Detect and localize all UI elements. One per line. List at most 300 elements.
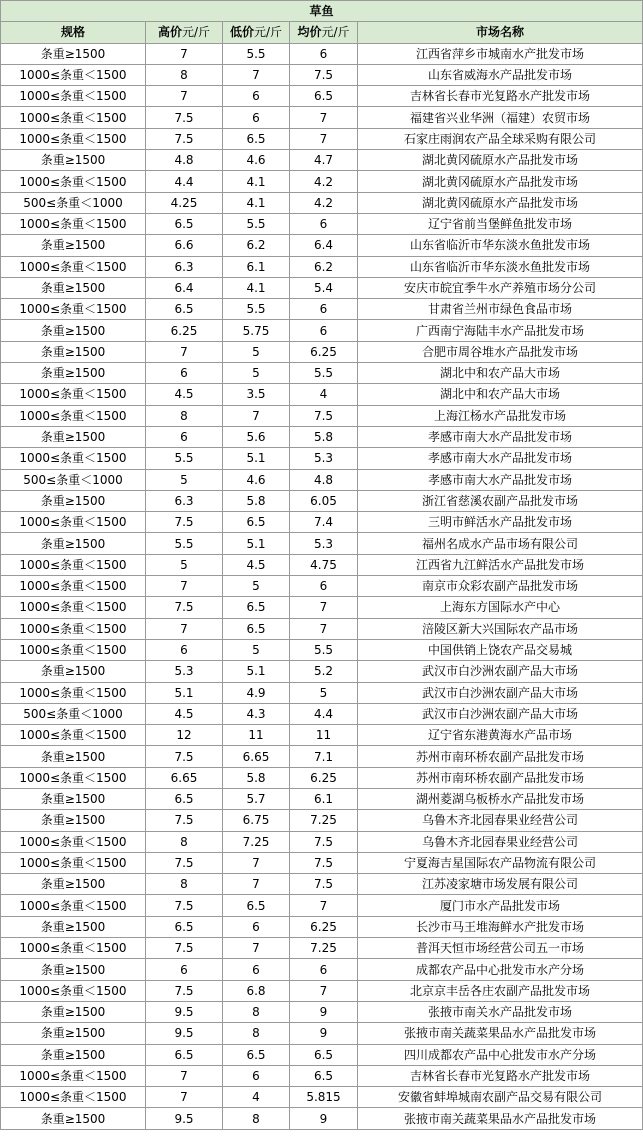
cell-market: 厦门市水产品批发市场 <box>358 895 643 916</box>
cell-high: 7 <box>146 1065 223 1086</box>
cell-spec: 1000≤条重＜1500 <box>1 576 146 597</box>
table-row <box>1 852 643 873</box>
cell-high: 5.3 <box>146 661 223 682</box>
table-row <box>1 874 643 895</box>
table-row <box>1 788 643 809</box>
cell-market: 苏州市南环桥农副产品批发市场 <box>358 746 643 767</box>
cell-low: 5.8 <box>223 767 290 788</box>
table-row <box>1 299 643 320</box>
cell-spec: 条重≥1500 <box>1 746 146 767</box>
cell-spec: 500≤条重＜1000 <box>1 469 146 490</box>
header-avg-label: 均价 <box>297 25 322 40</box>
cell-high: 6.25 <box>146 320 223 341</box>
header-high-unit: 元/斤 <box>181 25 211 40</box>
cell-avg: 5.5 <box>290 639 358 660</box>
cell-low: 4.1 <box>223 171 290 192</box>
cell-spec: 1000≤条重＜1500 <box>1 725 146 746</box>
table-row <box>1 192 643 213</box>
header-spec: 规格 <box>1 22 146 43</box>
cell-avg: 7.5 <box>290 852 358 873</box>
cell-low: 4.6 <box>223 150 290 171</box>
cell-low: 11 <box>223 725 290 746</box>
cell-high: 6.5 <box>146 299 223 320</box>
header-market: 市场名称 <box>358 22 643 43</box>
cell-high: 6 <box>146 959 223 980</box>
table-row <box>1 426 643 447</box>
cell-market: 安徽省蚌埠城南农副产品交易有限公司 <box>358 1087 643 1108</box>
cell-spec: 1000≤条重＜1500 <box>1 980 146 1001</box>
cell-spec: 1000≤条重＜1500 <box>1 405 146 426</box>
cell-high: 9.5 <box>146 1001 223 1022</box>
cell-high: 7.5 <box>146 852 223 873</box>
header-avg <box>290 22 358 43</box>
cell-spec: 条重≥1500 <box>1 426 146 447</box>
cell-spec: 条重≥1500 <box>1 788 146 809</box>
table-row <box>1 512 643 533</box>
table-row <box>1 576 643 597</box>
cell-avg: 5.3 <box>290 448 358 469</box>
cell-market: 石家庄雨润农产品全球采购有限公司 <box>358 128 643 149</box>
cell-low: 5.5 <box>223 213 290 234</box>
cell-low: 6 <box>223 86 290 107</box>
table-row <box>1 341 643 362</box>
cell-low: 6.8 <box>223 980 290 1001</box>
table-row <box>1 810 643 831</box>
cell-avg: 4.8 <box>290 469 358 490</box>
table-row <box>1 533 643 554</box>
table-row <box>1 703 643 724</box>
cell-spec: 条重≥1500 <box>1 341 146 362</box>
cell-high: 5.5 <box>146 533 223 554</box>
table-row <box>1 597 643 618</box>
cell-high: 5.5 <box>146 448 223 469</box>
cell-market: 孝感市南大水产品批发市场 <box>358 469 643 490</box>
table-row <box>1 1087 643 1108</box>
cell-avg: 5.815 <box>290 1087 358 1108</box>
cell-market: 成都农产品中心批发市水产分场 <box>358 959 643 980</box>
cell-spec: 500≤条重＜1000 <box>1 192 146 213</box>
cell-spec: 1000≤条重＜1500 <box>1 1065 146 1086</box>
cell-low: 5.6 <box>223 426 290 447</box>
cell-spec: 1000≤条重＜1500 <box>1 767 146 788</box>
cell-market: 北京京丰岳各庄农副产品批发市场 <box>358 980 643 1001</box>
cell-spec: 条重≥1500 <box>1 363 146 384</box>
cell-market: 吉林省长春市光复路水产批发市场 <box>358 1065 643 1086</box>
cell-spec: 条重≥1500 <box>1 959 146 980</box>
cell-low: 5.8 <box>223 490 290 511</box>
cell-market: 江西省萍乡市城南水产批发市场 <box>358 43 643 64</box>
cell-market: 合肥市周谷堆水产品批发市场 <box>358 341 643 362</box>
cell-low: 6.65 <box>223 746 290 767</box>
table-row <box>1 86 643 107</box>
cell-avg: 7.5 <box>290 64 358 85</box>
cell-market: 武汉市白沙洲农副产品大市场 <box>358 703 643 724</box>
cell-avg: 5.8 <box>290 426 358 447</box>
table-body <box>1 43 643 1129</box>
cell-avg: 7 <box>290 128 358 149</box>
cell-market: 普洱天恒市场经营公司五一市场 <box>358 938 643 959</box>
cell-spec: 1000≤条重＜1500 <box>1 64 146 85</box>
cell-low: 5.5 <box>223 43 290 64</box>
cell-avg: 7.25 <box>290 810 358 831</box>
cell-spec: 1000≤条重＜1500 <box>1 171 146 192</box>
cell-spec: 条重≥1500 <box>1 235 146 256</box>
cell-avg: 7 <box>290 980 358 1001</box>
cell-high: 12 <box>146 725 223 746</box>
cell-high: 4.4 <box>146 171 223 192</box>
cell-high: 7 <box>146 618 223 639</box>
cell-low: 5.1 <box>223 533 290 554</box>
cell-high: 6.6 <box>146 235 223 256</box>
cell-low: 6.1 <box>223 256 290 277</box>
cell-low: 5.1 <box>223 661 290 682</box>
table-row <box>1 1023 643 1044</box>
table-row <box>1 554 643 575</box>
cell-low: 5.5 <box>223 299 290 320</box>
cell-spec: 1000≤条重＜1500 <box>1 831 146 852</box>
table-row <box>1 171 643 192</box>
table-row <box>1 256 643 277</box>
cell-spec: 1000≤条重＜1500 <box>1 256 146 277</box>
cell-avg: 6.4 <box>290 235 358 256</box>
cell-high: 7.5 <box>146 980 223 1001</box>
cell-market: 福州名成水产品市场有限公司 <box>358 533 643 554</box>
cell-avg: 7 <box>290 895 358 916</box>
cell-low: 6 <box>223 1065 290 1086</box>
cell-low: 4.6 <box>223 469 290 490</box>
cell-high: 8 <box>146 405 223 426</box>
cell-high: 4.25 <box>146 192 223 213</box>
cell-avg: 5.3 <box>290 533 358 554</box>
table-row <box>1 363 643 384</box>
cell-avg: 7.5 <box>290 405 358 426</box>
cell-low: 5 <box>223 341 290 362</box>
table-row <box>1 107 643 128</box>
cell-avg: 6.25 <box>290 767 358 788</box>
cell-high: 6 <box>146 426 223 447</box>
cell-avg: 7.1 <box>290 746 358 767</box>
cell-avg: 7 <box>290 618 358 639</box>
cell-low: 5 <box>223 639 290 660</box>
table-row <box>1 150 643 171</box>
cell-spec: 1000≤条重＜1500 <box>1 852 146 873</box>
cell-market: 孝感市南大水产品批发市场 <box>358 448 643 469</box>
cell-low: 4.3 <box>223 703 290 724</box>
cell-low: 5.75 <box>223 320 290 341</box>
cell-high: 7.5 <box>146 597 223 618</box>
cell-high: 7.5 <box>146 895 223 916</box>
cell-high: 7 <box>146 576 223 597</box>
cell-high: 7.5 <box>146 512 223 533</box>
cell-high: 4.8 <box>146 150 223 171</box>
cell-high: 9.5 <box>146 1108 223 1129</box>
cell-low: 5.7 <box>223 788 290 809</box>
cell-avg: 4.4 <box>290 703 358 724</box>
cell-high: 7.5 <box>146 128 223 149</box>
cell-spec: 1000≤条重＜1500 <box>1 299 146 320</box>
cell-avg: 6.25 <box>290 916 358 937</box>
cell-market: 苏州市南环桥农副产品批发市场 <box>358 767 643 788</box>
cell-spec: 条重≥1500 <box>1 661 146 682</box>
cell-low: 6.5 <box>223 895 290 916</box>
table-row <box>1 405 643 426</box>
cell-low: 6.5 <box>223 597 290 618</box>
cell-avg: 9 <box>290 1023 358 1044</box>
header-low-label: 低价 <box>229 25 254 40</box>
cell-high: 7 <box>146 1087 223 1108</box>
cell-avg: 7 <box>290 107 358 128</box>
cell-spec: 1000≤条重＜1500 <box>1 618 146 639</box>
cell-market: 湖北黄冈硫原水产品批发市场 <box>358 192 643 213</box>
cell-spec: 条重≥1500 <box>1 277 146 298</box>
cell-spec: 1000≤条重＜1500 <box>1 895 146 916</box>
table-row <box>1 959 643 980</box>
cell-market: 乌鲁木齐北园春果业经营公司 <box>358 810 643 831</box>
cell-spec: 条重≥1500 <box>1 490 146 511</box>
cell-market: 湖北中和农产品大市场 <box>358 363 643 384</box>
cell-high: 8 <box>146 831 223 852</box>
cell-spec: 1000≤条重＜1500 <box>1 448 146 469</box>
cell-low: 4.1 <box>223 192 290 213</box>
table-title-row <box>1 1 643 22</box>
cell-market: 武汉市白沙洲农副产品大市场 <box>358 682 643 703</box>
cell-low: 4.1 <box>223 277 290 298</box>
table-row <box>1 661 643 682</box>
cell-avg: 4 <box>290 384 358 405</box>
cell-high: 4.5 <box>146 384 223 405</box>
table-row <box>1 639 643 660</box>
cell-avg: 5 <box>290 682 358 703</box>
cell-market: 宁夏海吉星国际农产品物流有限公司 <box>358 852 643 873</box>
cell-spec: 1000≤条重＜1500 <box>1 86 146 107</box>
cell-high: 9.5 <box>146 1023 223 1044</box>
cell-low: 7 <box>223 874 290 895</box>
cell-avg: 6.5 <box>290 86 358 107</box>
cell-low: 7 <box>223 938 290 959</box>
cell-spec: 1000≤条重＜1500 <box>1 512 146 533</box>
cell-spec: 1000≤条重＜1500 <box>1 554 146 575</box>
table-row <box>1 235 643 256</box>
cell-market: 长沙市马王堆海鲜水产批发市场 <box>358 916 643 937</box>
cell-market: 张掖市南关蔬菜果品水产品批发市场 <box>358 1023 643 1044</box>
cell-avg: 9 <box>290 1108 358 1129</box>
cell-avg: 7.5 <box>290 874 358 895</box>
cell-avg: 6 <box>290 213 358 234</box>
cell-low: 8 <box>223 1001 290 1022</box>
cell-avg: 6.05 <box>290 490 358 511</box>
cell-low: 6 <box>223 916 290 937</box>
cell-avg: 7.5 <box>290 831 358 852</box>
cell-low: 6 <box>223 107 290 128</box>
cell-low: 7 <box>223 405 290 426</box>
table-row <box>1 746 643 767</box>
cell-spec: 条重≥1500 <box>1 1108 146 1129</box>
cell-high: 6 <box>146 639 223 660</box>
table-title: 草鱼 <box>1 1 643 22</box>
cell-spec: 条重≥1500 <box>1 1023 146 1044</box>
cell-market: 吉林省长春市光复路水产批发市场 <box>358 86 643 107</box>
cell-market: 湖州菱湖乌板桥水产品批发市场 <box>358 788 643 809</box>
cell-avg: 6.5 <box>290 1065 358 1086</box>
cell-avg: 4.2 <box>290 171 358 192</box>
cell-high: 7 <box>146 43 223 64</box>
cell-low: 6.2 <box>223 235 290 256</box>
cell-market: 广西南宁海陆丰水产品批发市场 <box>358 320 643 341</box>
cell-market: 上海江杨水产品批发市场 <box>358 405 643 426</box>
cell-low: 4.9 <box>223 682 290 703</box>
cell-spec: 1000≤条重＜1500 <box>1 107 146 128</box>
cell-high: 5.1 <box>146 682 223 703</box>
cell-high: 5 <box>146 554 223 575</box>
cell-high: 6 <box>146 363 223 384</box>
header-row <box>1 22 643 43</box>
cell-high: 6.5 <box>146 213 223 234</box>
cell-low: 8 <box>223 1023 290 1044</box>
cell-market: 中国供销上饶农产品交易城 <box>358 639 643 660</box>
cell-market: 湖北中和农产品大市场 <box>358 384 643 405</box>
cell-low: 6 <box>223 959 290 980</box>
cell-market: 上海东方国际水产中心 <box>358 597 643 618</box>
cell-spec: 条重≥1500 <box>1 810 146 831</box>
cell-avg: 6 <box>290 959 358 980</box>
cell-low: 5.1 <box>223 448 290 469</box>
cell-avg: 7.25 <box>290 938 358 959</box>
cell-avg: 9 <box>290 1001 358 1022</box>
cell-low: 7 <box>223 852 290 873</box>
cell-avg: 6 <box>290 43 358 64</box>
cell-low: 4 <box>223 1087 290 1108</box>
header-low-unit: 元/斤 <box>253 25 283 40</box>
table-row <box>1 916 643 937</box>
cell-spec: 1000≤条重＜1500 <box>1 213 146 234</box>
cell-market: 辽宁省东港黄海水产品市场 <box>358 725 643 746</box>
cell-avg: 6.25 <box>290 341 358 362</box>
cell-high: 6.3 <box>146 490 223 511</box>
cell-high: 7.5 <box>146 107 223 128</box>
table-row <box>1 1001 643 1022</box>
cell-market: 孝感市南大水产品批发市场 <box>358 426 643 447</box>
cell-market: 张掖市南关水产品批发市场 <box>358 1001 643 1022</box>
header-high-label: 高价 <box>157 25 182 40</box>
cell-spec: 500≤条重＜1000 <box>1 703 146 724</box>
header-avg-unit: 元/斤 <box>321 25 350 40</box>
cell-market: 三明市鲜活水产品批发市场 <box>358 512 643 533</box>
cell-high: 5 <box>146 469 223 490</box>
cell-avg: 4.7 <box>290 150 358 171</box>
table-row <box>1 1044 643 1065</box>
cell-market: 南京市众彩农副产品批发市场 <box>358 576 643 597</box>
cell-high: 6.5 <box>146 1044 223 1065</box>
cell-high: 6.65 <box>146 767 223 788</box>
cell-low: 6.5 <box>223 512 290 533</box>
cell-high: 6.5 <box>146 788 223 809</box>
table-row <box>1 213 643 234</box>
cell-spec: 条重≥1500 <box>1 1044 146 1065</box>
cell-high: 7.5 <box>146 746 223 767</box>
cell-avg: 5.5 <box>290 363 358 384</box>
cell-market: 四川成都农产品中心批发市水产分场 <box>358 1044 643 1065</box>
cell-market: 张掖市南关蔬菜果品水产品批发市场 <box>358 1108 643 1129</box>
cell-high: 6.4 <box>146 277 223 298</box>
cell-spec: 1000≤条重＜1500 <box>1 1087 146 1108</box>
cell-low: 6.5 <box>223 1044 290 1065</box>
cell-market: 江西省九江鲜活水产品批发市场 <box>358 554 643 575</box>
cell-spec: 1000≤条重＜1500 <box>1 597 146 618</box>
cell-market: 江苏凌家塘市场发展有限公司 <box>358 874 643 895</box>
cell-high: 7 <box>146 86 223 107</box>
cell-low: 8 <box>223 1108 290 1129</box>
table-row <box>1 128 643 149</box>
table-row <box>1 64 643 85</box>
cell-avg: 4.75 <box>290 554 358 575</box>
cell-market: 乌鲁木齐北园春果业经营公司 <box>358 831 643 852</box>
cell-avg: 11 <box>290 725 358 746</box>
cell-avg: 6.2 <box>290 256 358 277</box>
cell-market: 山东省威海水产品批发市场 <box>358 64 643 85</box>
cell-high: 8 <box>146 874 223 895</box>
table-row <box>1 490 643 511</box>
table-row <box>1 384 643 405</box>
cell-market: 山东省临沂市华东淡水鱼批发市场 <box>358 235 643 256</box>
table-row <box>1 1065 643 1086</box>
table-row <box>1 469 643 490</box>
table-row <box>1 895 643 916</box>
cell-market: 辽宁省前当堡鲜鱼批发市场 <box>358 213 643 234</box>
table-row <box>1 448 643 469</box>
table-row <box>1 618 643 639</box>
cell-avg: 6 <box>290 299 358 320</box>
cell-low: 6.5 <box>223 128 290 149</box>
cell-avg: 5.4 <box>290 277 358 298</box>
table-row <box>1 938 643 959</box>
cell-low: 7 <box>223 64 290 85</box>
cell-avg: 5.2 <box>290 661 358 682</box>
cell-low: 5 <box>223 363 290 384</box>
cell-low: 3.5 <box>223 384 290 405</box>
table-row <box>1 767 643 788</box>
table-row <box>1 980 643 1001</box>
cell-low: 4.5 <box>223 554 290 575</box>
cell-spec: 条重≥1500 <box>1 320 146 341</box>
cell-spec: 1000≤条重＜1500 <box>1 128 146 149</box>
cell-spec: 条重≥1500 <box>1 150 146 171</box>
cell-high: 6.3 <box>146 256 223 277</box>
cell-avg: 7.4 <box>290 512 358 533</box>
cell-spec: 条重≥1500 <box>1 43 146 64</box>
cell-high: 7.5 <box>146 810 223 831</box>
cell-spec: 1000≤条重＜1500 <box>1 938 146 959</box>
cell-high: 7 <box>146 341 223 362</box>
cell-market: 涪陵区新大兴国际农产品市场 <box>358 618 643 639</box>
cell-avg: 4.2 <box>290 192 358 213</box>
table-row <box>1 725 643 746</box>
cell-avg: 6.1 <box>290 788 358 809</box>
cell-avg: 6 <box>290 576 358 597</box>
cell-high: 4.5 <box>146 703 223 724</box>
cell-market: 安庆市皖宜季牛水产养殖市场分公司 <box>358 277 643 298</box>
table-row <box>1 1108 643 1129</box>
cell-spec: 条重≥1500 <box>1 916 146 937</box>
cell-spec: 条重≥1500 <box>1 874 146 895</box>
cell-avg: 7 <box>290 597 358 618</box>
cell-low: 6.75 <box>223 810 290 831</box>
cell-low: 6.5 <box>223 618 290 639</box>
table-row <box>1 277 643 298</box>
cell-high: 6.5 <box>146 916 223 937</box>
table-row <box>1 320 643 341</box>
cell-avg: 6.5 <box>290 1044 358 1065</box>
cell-high: 7.5 <box>146 938 223 959</box>
